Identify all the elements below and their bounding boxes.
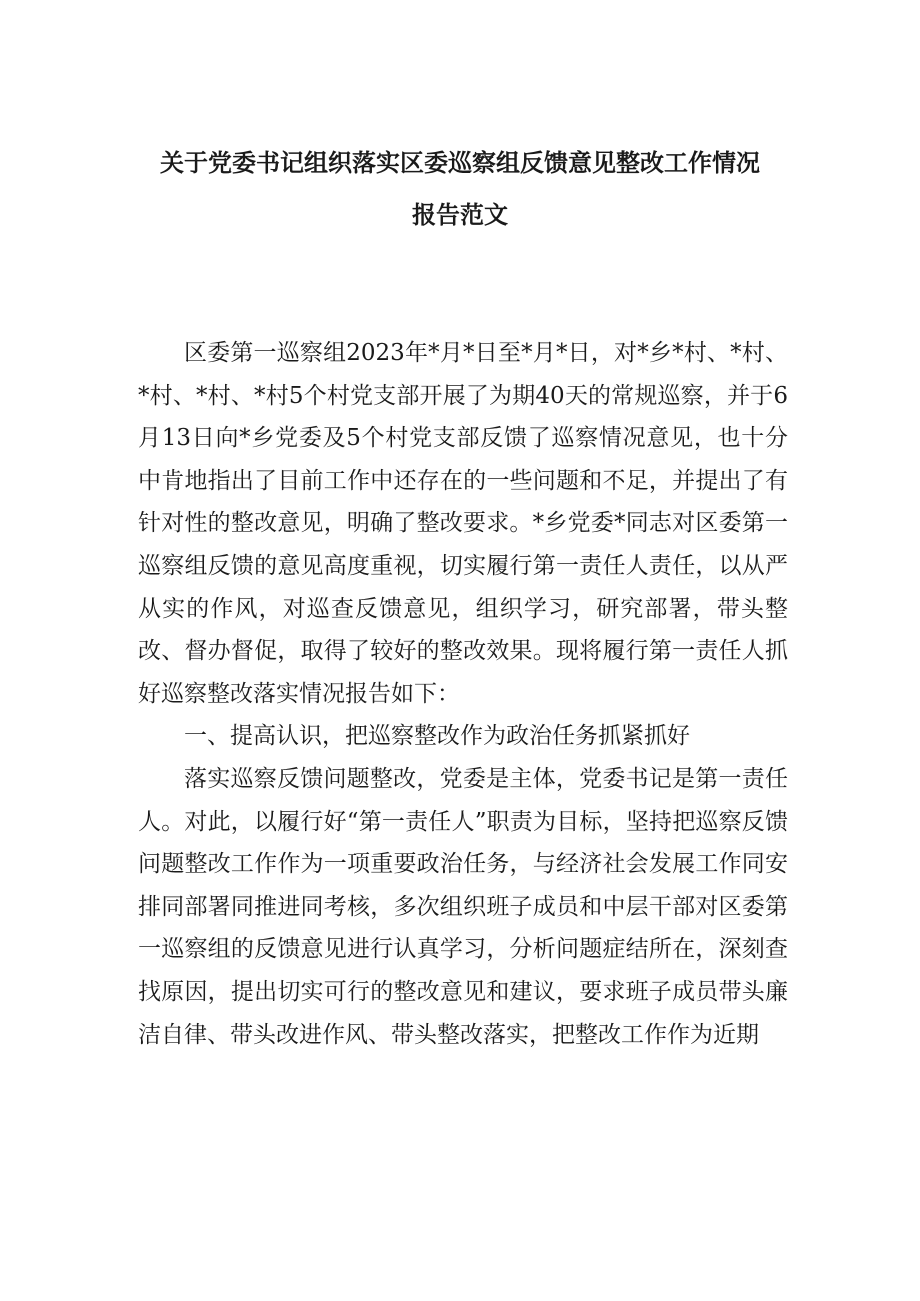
document-title-line-1: 关于党委书记组织落实区委巡察组反馈意见整改工作情况: [160, 149, 760, 177]
section-heading-1: 一、提高认识，把巡察整改作为政治任务抓紧抓好: [184, 723, 690, 750]
paragraph-section-1: 落实巡察反馈问题整改，党委是主体，党委书记是第一责任人。对此，以履行好“第一责任人”职责为目标，坚持把巡察反馈问题整改工作作为一项重要政治任务，与经济社会发展工作同安排同部署同推进同考核，多次组织班子成员和中层干部对区委第一巡察组的反馈意见进行认真学习，分析问题症结所在，深刻查找原因，提出切实可行的整改意见和建议，要求班子成员带头廉洁自律、带头改进作风、带头整改落实，把整改工作作为近期: [138, 765, 788, 1048]
paragraph-intro: 区委第一巡察组2023年*月*日至*月*日，对*乡*村、*村、*村、*村、*村5个村党支部开展了为期40天的常规巡察，并于6月13日向*乡党委及5个村党支部反馈了巡察情况意见，也十分中肯地指出了目前工作中还存在的一些问题和不足，并提出了有针对性的整改意见，明确了整改要求。*乡党委*同志对区委第一巡察组反馈的意见高度重视，切实履行第一责任人责任，以从严从实的作风，对巡查反馈意见，组织学习，研究部署，带头整改、督办督促，取得了较好的整改效果。现将履行第一责任人抓好巡察整改落实情况报告如下：: [138, 340, 788, 707]
document-title-line-2: 报告范文: [412, 201, 508, 229]
document-body: [138, 332, 788, 1056]
